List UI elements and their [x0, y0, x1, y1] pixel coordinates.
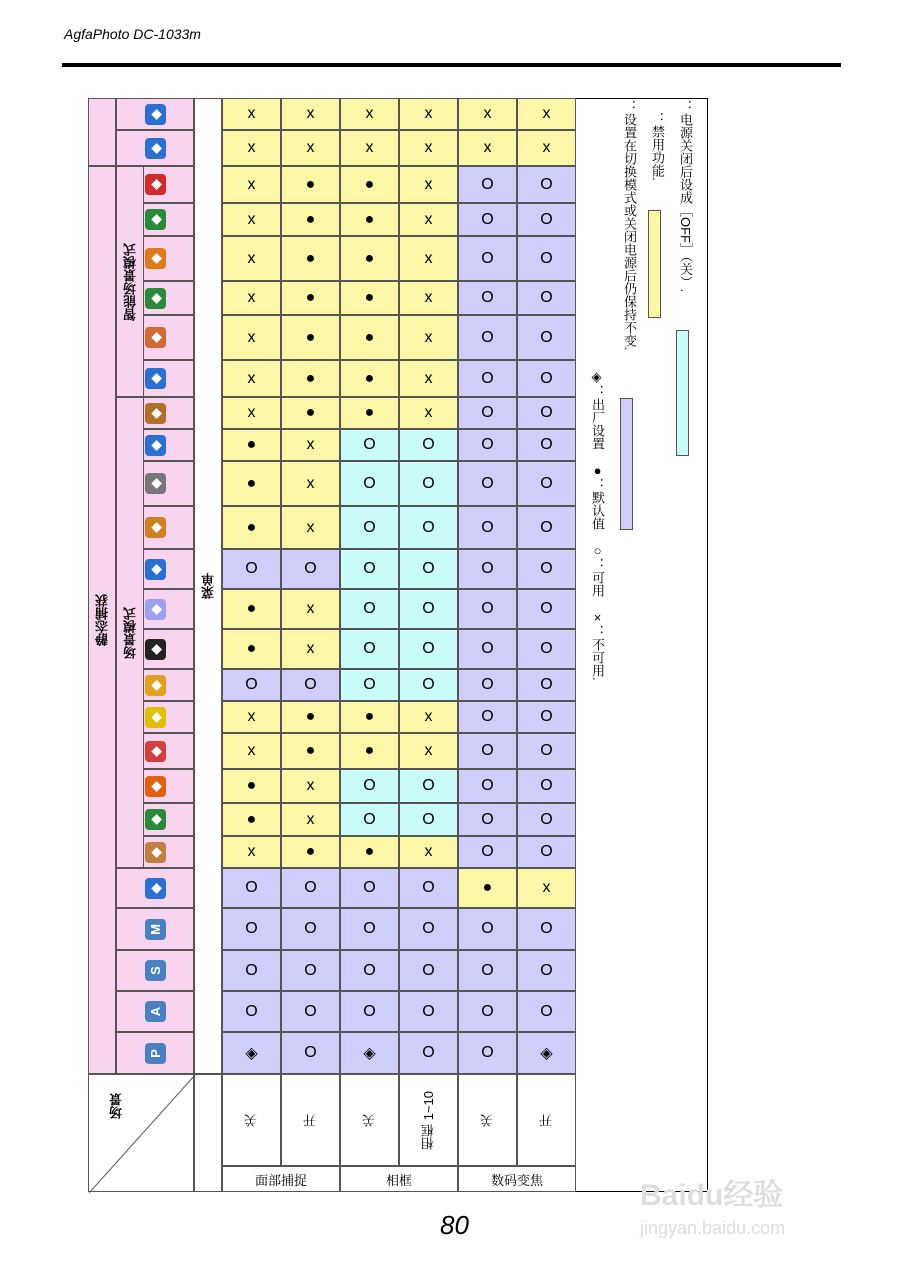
group-header-mode-left [88, 98, 116, 166]
table-cell: O [399, 669, 458, 701]
smart-night-landscape-icon: ◆ [145, 209, 166, 230]
table-cell: O [281, 991, 340, 1032]
table-cell: x [222, 733, 281, 769]
table-cell: O [340, 589, 399, 629]
table-cell: O [458, 803, 517, 836]
table-cell: O [458, 669, 517, 701]
table-cell: ● [340, 360, 399, 397]
table-cell: O [340, 461, 399, 506]
table-cell: O [340, 769, 399, 803]
watermark-url: jingyan.baidu.com [640, 1218, 786, 1238]
table-cell: O [399, 908, 458, 950]
row-label-text: 开 [303, 1113, 318, 1127]
table-cell: ● [281, 166, 340, 203]
column-header [116, 868, 194, 908]
table-cell: O [340, 868, 399, 908]
table-cell: O [517, 991, 576, 1032]
table-cell: O [340, 506, 399, 549]
table-cell: x [222, 203, 281, 236]
table-cell: ● [340, 836, 399, 868]
text-icon: ◆ [145, 403, 166, 424]
table-cell: O [517, 950, 576, 991]
corner-diagonal [89, 1075, 195, 1193]
shutter-priority-icon: S [145, 960, 166, 981]
table-cell: x [399, 360, 458, 397]
table-cell: O [517, 203, 576, 236]
table-cell: O [517, 669, 576, 701]
table-cell: x [281, 130, 340, 166]
mic-icon: ◆ [145, 104, 166, 125]
table-cell: ● [281, 701, 340, 733]
table-cell: O [340, 629, 399, 669]
smart-backlight-portrait-icon: ◆ [145, 248, 166, 269]
table-cell: O [399, 461, 458, 506]
table-cell: O [458, 908, 517, 950]
row-label-text: 关 [244, 1113, 259, 1127]
column-header [116, 991, 194, 1032]
corner-menu-spacer [194, 1074, 222, 1192]
row-label [517, 1074, 576, 1166]
table-cell: O [222, 908, 281, 950]
table-cell: O [458, 629, 517, 669]
table-cell: O [517, 769, 576, 803]
table-cell: x [281, 429, 340, 461]
video-icon: ◆ [145, 138, 166, 159]
table-cell: ● [222, 629, 281, 669]
table-cell: O [399, 1032, 458, 1074]
table-cell: O [458, 203, 517, 236]
table-cell: ● [281, 315, 340, 360]
table-cell: O [458, 549, 517, 589]
document-icon: ◆ [145, 435, 166, 456]
table-cell: O [517, 360, 576, 397]
table-cell: ● [340, 397, 399, 429]
header-rule [62, 63, 841, 67]
portrait-icon: ◆ [145, 842, 166, 863]
food-icon: ◆ [145, 517, 166, 538]
document-header-title: AgfaPhoto DC-1033m [64, 26, 201, 42]
table-cell: O [517, 461, 576, 506]
page-number: 80 [440, 1210, 469, 1240]
column-header [116, 98, 194, 130]
legend-swatch-yellow [648, 210, 661, 318]
table-cell: O [222, 549, 281, 589]
table-cell: x [399, 397, 458, 429]
table-cell: x [399, 98, 458, 130]
row-label [281, 1074, 340, 1166]
table-cell: O [399, 769, 458, 803]
table-cell: x [281, 769, 340, 803]
table-cell: O [399, 506, 458, 549]
table-cell: ● [340, 315, 399, 360]
table-cell: O [399, 549, 458, 589]
table-cell: O [281, 908, 340, 950]
column-header [116, 1032, 194, 1074]
table-cell: O [517, 397, 576, 429]
table-cell: O [458, 769, 517, 803]
table-cell: O [458, 397, 517, 429]
table-cell: x [222, 98, 281, 130]
table-cell: ● [222, 769, 281, 803]
table-cell: x [458, 98, 517, 130]
table-cell: x [281, 589, 340, 629]
table-cell: O [340, 549, 399, 589]
group-smart-label: 智能场景模式 [122, 242, 138, 321]
table-cell: O [458, 281, 517, 315]
menu-header [194, 98, 222, 1074]
smart-landscape-icon: ◆ [145, 288, 166, 309]
table-cell: O [517, 589, 576, 629]
table-cell: O [340, 950, 399, 991]
sunset-icon: ◆ [145, 776, 166, 797]
table-cell: x [340, 98, 399, 130]
table-cell: O [517, 803, 576, 836]
table-cell: ◈ [517, 1032, 576, 1074]
table-cell: O [517, 281, 576, 315]
table-cell: O [340, 669, 399, 701]
table-cell: O [281, 669, 340, 701]
table-cell: O [517, 236, 576, 281]
table-cell: O [399, 991, 458, 1032]
table-cell: x [222, 701, 281, 733]
row-group-label: 数码变焦 [458, 1166, 576, 1192]
legend-line-2b: ：禁用功能. [650, 112, 665, 181]
table-cell: x [517, 130, 576, 166]
table-cell: x [222, 281, 281, 315]
row-label-text: 相框 1~10 [421, 1090, 436, 1150]
row-label-text: 关 [362, 1113, 377, 1127]
child-icon: ◆ [145, 675, 166, 696]
table-cell: x [222, 130, 281, 166]
table-cell: ● [340, 166, 399, 203]
corner-label: 场景 [109, 1093, 124, 1119]
table-cell: ● [281, 397, 340, 429]
row-label-text: 开 [539, 1113, 554, 1127]
night-scene-icon: ◆ [145, 639, 166, 660]
table-cell: O [517, 166, 576, 203]
snow-icon: ◆ [145, 559, 166, 580]
table-cell: x [399, 733, 458, 769]
table-cell: O [458, 836, 517, 868]
table-cell: x [281, 506, 340, 549]
table-cell: O [222, 868, 281, 908]
row-label [458, 1074, 517, 1166]
table-cell: O [458, 950, 517, 991]
table-cell: O [517, 629, 576, 669]
table-cell: x [281, 461, 340, 506]
row-group-label: 相框 [340, 1166, 458, 1192]
table-cell: ● [222, 803, 281, 836]
table-cell: x [222, 315, 281, 360]
aperture-priority-icon: A [145, 1001, 166, 1022]
table-cell: O [222, 950, 281, 991]
table-cell: O [340, 908, 399, 950]
table-cell: x [222, 836, 281, 868]
table-cell: O [458, 589, 517, 629]
table-cell: O [458, 991, 517, 1032]
table-cell: x [340, 130, 399, 166]
table-cell: ● [281, 203, 340, 236]
table-cell: O [399, 950, 458, 991]
table-cell: x [399, 281, 458, 315]
table-cell: x [399, 315, 458, 360]
table-cell: O [458, 461, 517, 506]
table-cell: O [222, 991, 281, 1032]
table-cell: O [458, 701, 517, 733]
row-group-label: 面部捕捉 [222, 1166, 340, 1192]
table-cell: x [458, 130, 517, 166]
table-cell: O [517, 701, 576, 733]
table-cell: x [517, 98, 576, 130]
table-cell: O [281, 549, 340, 589]
table-cell: O [281, 950, 340, 991]
group-header-scene-mode [116, 397, 144, 868]
table-cell: O [399, 803, 458, 836]
table-cell: O [281, 868, 340, 908]
smile-icon: ◆ [145, 707, 166, 728]
row-label [399, 1074, 458, 1166]
manual-mode-icon: M [145, 919, 166, 940]
group-header-static-capture [88, 166, 116, 1074]
table-cell: x [399, 836, 458, 868]
smart-auto-icon: ◆ [145, 368, 166, 389]
table-cell: ◈ [340, 1032, 399, 1074]
table-cell: O [517, 506, 576, 549]
building-icon: ◆ [145, 473, 166, 494]
table-cell: O [399, 629, 458, 669]
table-cell: O [281, 1032, 340, 1074]
table-cell: O [458, 1032, 517, 1074]
row-label [340, 1074, 399, 1166]
table-cell: ● [222, 506, 281, 549]
group-scene-label: 场景模式 [122, 606, 138, 659]
table-cell: ● [281, 836, 340, 868]
table-cell: O [517, 836, 576, 868]
table-cell: O [458, 506, 517, 549]
corner-cell [88, 1074, 194, 1192]
table-cell: O [399, 429, 458, 461]
group-header-smart-scene [116, 166, 144, 397]
backlight-icon: ◆ [145, 741, 166, 762]
legend-swatch-cyan [676, 330, 689, 456]
table-cell: O [458, 315, 517, 360]
table-cell: ● [222, 589, 281, 629]
table-cell: O [340, 803, 399, 836]
smart-portrait-night-icon: ◆ [145, 174, 166, 195]
table-cell: ◈ [222, 1032, 281, 1074]
table-cell: ● [340, 236, 399, 281]
table-cell: ● [281, 733, 340, 769]
table-cell: x [281, 803, 340, 836]
table-cell: O [517, 315, 576, 360]
smart-portrait-icon: ◆ [145, 327, 166, 348]
table-cell: x [399, 203, 458, 236]
table-cell: ● [340, 701, 399, 733]
legend-swatch-purple [620, 398, 633, 530]
beauty-icon: ◆ [145, 878, 166, 899]
table-cell: O [458, 236, 517, 281]
table-cell: x [281, 98, 340, 130]
table-cell: O [517, 429, 576, 461]
table-cell: O [458, 429, 517, 461]
watermark-brand: Baidu经验 [640, 1179, 784, 1212]
table-cell: ● [222, 461, 281, 506]
legend-line-3: ：电源关闭后设成［OFF］（关）. [678, 100, 693, 293]
row-label-text: 关 [480, 1113, 495, 1127]
table-cell: O [517, 908, 576, 950]
landscape-icon: ◆ [145, 809, 166, 830]
table-cell: ● [281, 360, 340, 397]
table-cell: x [222, 397, 281, 429]
table-cell: O [340, 429, 399, 461]
column-header [116, 130, 194, 166]
table-cell: x [399, 166, 458, 203]
table-cell: O [458, 733, 517, 769]
table-cell: x [222, 166, 281, 203]
table-cell: O [399, 589, 458, 629]
table-cell: x [281, 629, 340, 669]
table-cell: x [517, 868, 576, 908]
legend-line-1: ◈：出厂设置 ●：默认值 ○：可用 ×：不可用. [590, 370, 605, 681]
menu-label: 菜单 [200, 573, 216, 599]
program-mode-icon: P [145, 1043, 166, 1064]
column-header [116, 908, 194, 950]
table-cell: ● [340, 203, 399, 236]
table-cell: O [399, 868, 458, 908]
table-cell: O [517, 733, 576, 769]
table-cell: ● [222, 429, 281, 461]
table-cell: x [222, 360, 281, 397]
legend-line-2: ：设置在切换模式或关闭电源后仍保持不变. [622, 100, 637, 351]
table-cell: ● [340, 281, 399, 315]
table-cell: O [340, 991, 399, 1032]
table-cell: x [399, 236, 458, 281]
row-label [222, 1074, 281, 1166]
table-cell: x [222, 236, 281, 281]
table-cell: O [222, 669, 281, 701]
group-static-label: 静态捕获 [94, 594, 110, 646]
table-cell: ● [458, 868, 517, 908]
table-cell: O [517, 549, 576, 589]
table-cell: x [399, 130, 458, 166]
table-cell: x [399, 701, 458, 733]
column-header [116, 950, 194, 991]
table-cell: ● [281, 236, 340, 281]
table-cell: O [458, 360, 517, 397]
table-cell: O [458, 166, 517, 203]
table-cell: ● [281, 281, 340, 315]
fireworks-icon: ◆ [145, 599, 166, 620]
table-cell: ● [340, 733, 399, 769]
